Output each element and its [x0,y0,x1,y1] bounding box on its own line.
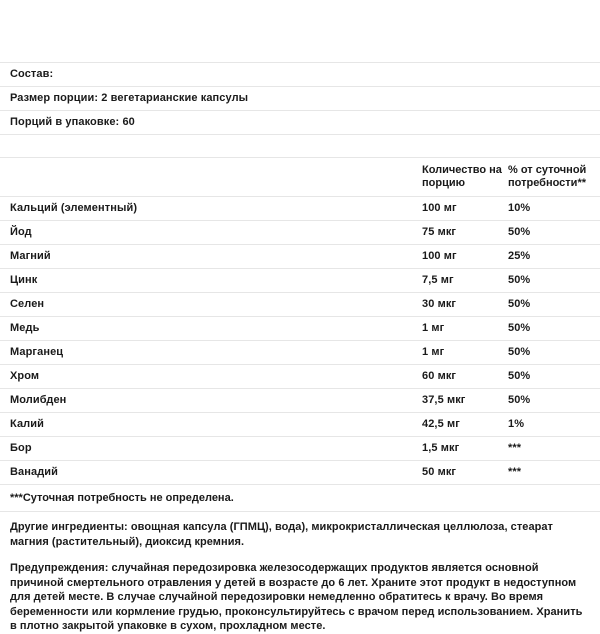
nutrient-amount: 75 мкг [422,226,457,238]
nutrient-amount: 37,5 мкг [422,394,466,406]
nutrient-name: Калий [10,418,44,430]
nutrient-name: Ванадий [10,466,59,478]
serving-size-row [0,86,600,110]
nutrient-amount: 60 мкг [422,370,457,382]
supplement-facts-title-row [0,62,600,86]
nutrient-amount: 1 мг [422,322,445,334]
text-block [0,511,600,634]
nutrient-daily-value: 10% [508,202,531,214]
column-header-percent-daily-value: % от суточной потребности** [508,164,587,189]
table-spacer [0,134,600,157]
table-row [0,412,600,436]
nutrient-name: Хром [10,370,40,382]
table-row [0,436,600,460]
other-ingredients-paragraph: Другие ингредиенты: овощная капсула (ГПМЦ), вода), микрокристаллическая целлюлоза, стеарат магния (растительный), диоксид кремния. [10,521,553,548]
nutrient-amount: 100 мг [422,250,457,262]
column-header-amount-per-serving: Количество на порцию [422,164,502,189]
table-row [0,220,600,244]
nutrient-daily-value: 50% [508,394,531,406]
table-row [0,388,600,412]
nutrient-amount: 50 мкг [422,466,457,478]
table-row [0,460,600,484]
nutrient-daily-value: *** [508,442,522,454]
supplement-facts-title: Состав: [10,68,54,80]
table-row [0,196,600,220]
nutrient-daily-value: 50% [508,274,531,286]
nutrient-daily-value: 50% [508,226,531,238]
nutrient-name: Марганец [10,346,64,358]
nutrient-rows-container [0,196,600,484]
nutrient-amount: 100 мг [422,202,457,214]
servings-per-container-row [0,110,600,134]
table-row [0,268,600,292]
table-row [0,316,600,340]
serving-size-text: Размер порции: 2 вегетарианские капсулы [10,92,249,104]
nutrient-amount: 30 мкг [422,298,457,310]
table-header-row [0,157,600,196]
nutrient-name: Медь [10,322,40,334]
nutrient-daily-value: 50% [508,298,531,310]
nutrient-name: Селен [10,298,45,310]
table-row [0,340,600,364]
nutrient-name: Бор [10,442,32,454]
nutrient-daily-value: 1% [508,418,525,430]
nutrient-amount: 1,5 мкг [422,442,460,454]
nutrient-amount: 42,5 мг [422,418,460,430]
table-row [0,292,600,316]
nutrient-amount: 7,5 мг [422,274,454,286]
nutrient-amount: 1 мг [422,346,445,358]
nutrient-daily-value: 25% [508,250,531,262]
nutrient-daily-value: *** [508,466,522,478]
servings-per-container-text: Порций в упаковке: 60 [10,116,135,128]
nutrient-name: Магний [10,250,51,262]
nutrient-daily-value: 50% [508,370,531,382]
nutrient-name: Кальций (элементный) [10,202,138,214]
table-row [0,364,600,388]
nutrient-daily-value: 50% [508,346,531,358]
nutrient-daily-value: 50% [508,322,531,334]
daily-value-footnote: ***Суточная потребность не определена. [0,484,600,511]
nutrient-name: Молибден [10,394,67,406]
nutrient-name: Цинк [10,274,38,286]
table-row [0,244,600,268]
warnings-paragraph: Предупреждения: случайная передозировка железосодержащих продуктов является основной причиной смертельного отравления у детей в возрасте до 6 лет. Храните этот продукт в недоступном для детей месте. В случае случайной передозировки немедленно обратитесь к врачу. Во время беременности или кормление грудью, проконсультируйтесь с врачом перед использованием. Хранить в плотно закрытой упаковке в сухом, прохладном месте. [10,562,583,632]
nutrient-name: Йод [10,226,32,238]
